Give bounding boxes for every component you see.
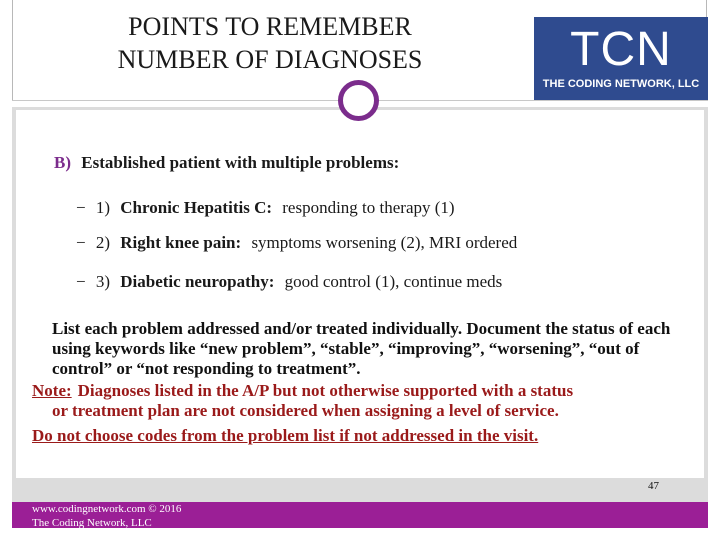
item-term: Diabetic neuropathy: (120, 272, 275, 291)
logo-mark: TCN (570, 23, 672, 76)
slide-title (95, 10, 445, 76)
item-number: 3) (95, 272, 111, 291)
item-detail: symptoms worsening (2), MRI ordered (251, 233, 518, 252)
list-item (76, 272, 502, 292)
heading-marker: B) (54, 153, 71, 172)
footer-text (32, 502, 181, 530)
logo-subtitle: THE CODING NETWORK, LLC (542, 78, 700, 90)
title-line-2: NUMBER OF DIAGNOSES (117, 45, 423, 74)
footer-line-2: The Coding Network, LLC (32, 517, 152, 529)
item-number: 1) (95, 198, 111, 217)
item-detail: responding to therapy (1) (282, 198, 455, 217)
list-item (76, 233, 517, 253)
item-number: 2) (95, 233, 111, 252)
title-line-1: POINTS TO REMEMBER (128, 12, 412, 41)
note-line-1: Diagnoses listed in the A/P but not otherwise supported with a status (77, 381, 574, 400)
dash-bullet: − (76, 198, 86, 217)
page-number: 47 (648, 480, 659, 492)
note-line-2: or treatment plan are not considered when assigning a level of service. (52, 401, 559, 420)
item-detail: good control (1), continue meds (284, 272, 503, 291)
tcn-logo (534, 17, 708, 100)
dash-bullet: − (76, 233, 86, 252)
list-item (76, 198, 455, 218)
dash-bullet: − (76, 272, 86, 291)
note-block (32, 381, 712, 421)
guidance-paragraph: List each problem addressed and/or treated individually. Document the status of each using keywords like “new problem”, “stable”, “improving”, “worsening”, “out of control” or “not responding to treatment”. (52, 319, 671, 378)
ring-ornament-icon (338, 80, 379, 121)
warning-text: Do not choose codes from the problem list if not addressed in the visit. (32, 426, 539, 445)
heading-text: Established patient with multiple problems: (81, 153, 400, 172)
frame-line-left (12, 0, 13, 100)
item-term: Chronic Hepatitis C: (120, 198, 273, 217)
item-term: Right knee pain: (120, 233, 242, 252)
note-label: Note: (32, 381, 72, 400)
section-heading (54, 153, 399, 173)
footer-line-1: www.codingnetwork.com © 2016 (32, 503, 182, 515)
